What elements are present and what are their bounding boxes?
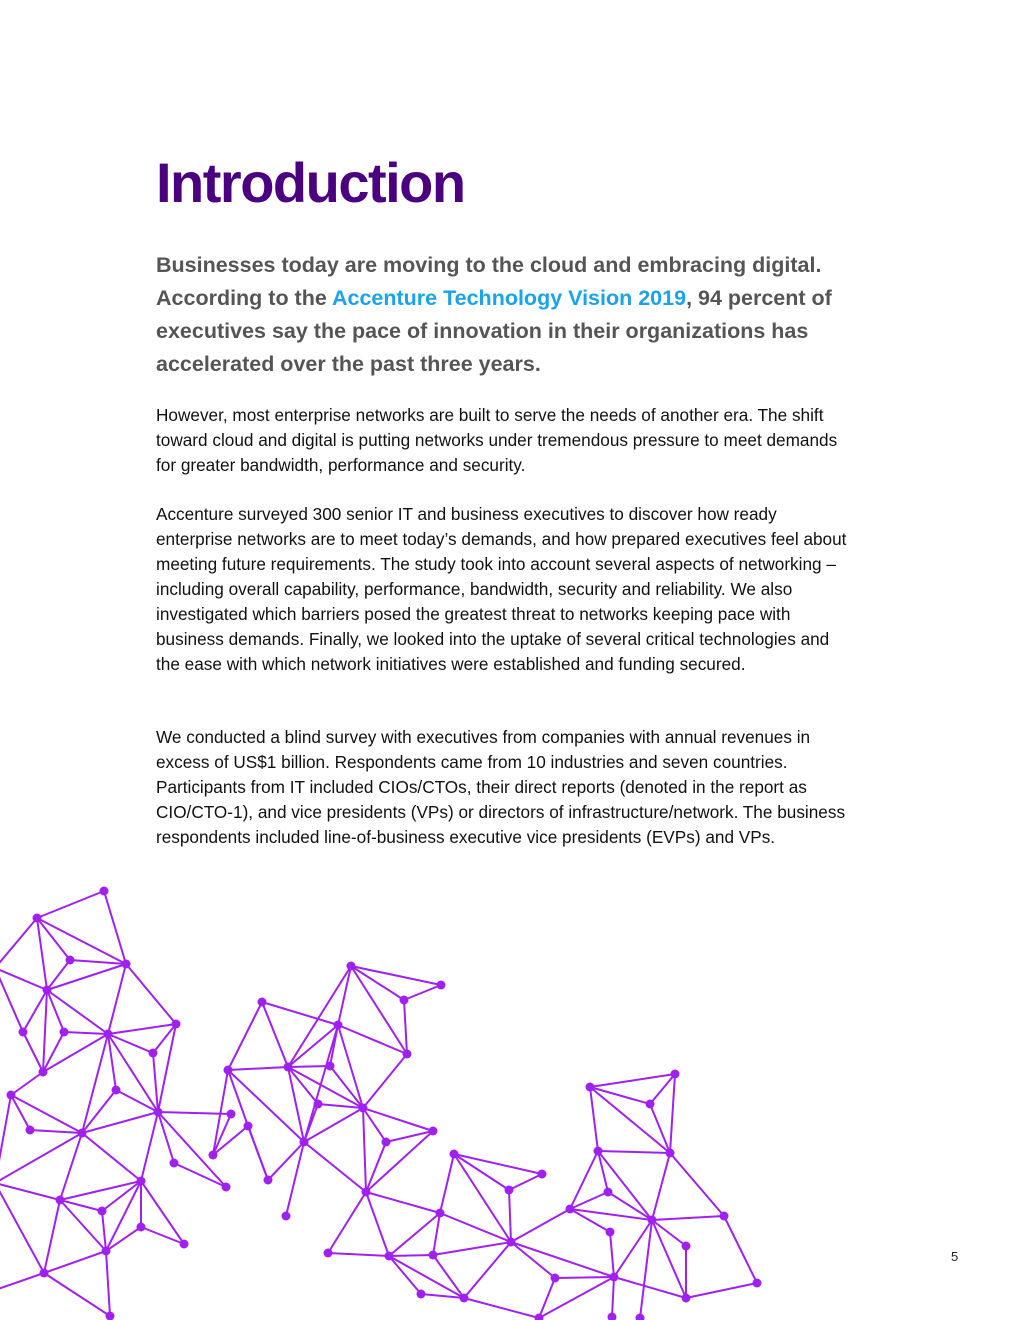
network-edge xyxy=(228,1070,304,1142)
network-node xyxy=(172,1020,181,1029)
network-node xyxy=(98,1207,107,1216)
network-edge xyxy=(44,1251,106,1273)
network-node xyxy=(102,1247,111,1256)
network-edge xyxy=(686,1283,757,1298)
network-node xyxy=(122,960,131,969)
network-edge xyxy=(82,1112,158,1133)
network-node xyxy=(56,1196,65,1205)
network-edge xyxy=(286,1142,304,1216)
network-edge xyxy=(23,990,47,1032)
network-node xyxy=(244,1122,253,1131)
network-edge xyxy=(328,1253,389,1256)
network-edge xyxy=(509,1190,511,1242)
network-edge xyxy=(363,1108,386,1142)
lead-text-start: Businesses today are moving to the cloud and embracing digital. According to the xyxy=(156,253,822,310)
network-node xyxy=(450,1150,459,1159)
network-node xyxy=(460,1294,469,1303)
network-node xyxy=(112,1086,121,1095)
network-edge xyxy=(174,1163,226,1187)
network-node xyxy=(382,1138,391,1147)
network-node xyxy=(403,1050,412,1059)
network-edge xyxy=(126,964,176,1024)
network-node xyxy=(104,1030,113,1039)
network-edge xyxy=(0,1273,44,1290)
network-node xyxy=(137,1223,146,1232)
network-edge xyxy=(670,1153,724,1216)
network-edge xyxy=(82,1133,141,1181)
network-edge xyxy=(440,1213,511,1242)
network-node xyxy=(437,981,446,990)
network-edge xyxy=(366,1131,433,1192)
network-node xyxy=(19,1028,28,1037)
network-node xyxy=(436,1209,445,1218)
network-node xyxy=(671,1070,680,1079)
network-node xyxy=(507,1238,516,1247)
network-node xyxy=(39,1068,48,1077)
network-edge xyxy=(433,1255,464,1298)
network-node xyxy=(282,1212,291,1221)
technology-vision-link[interactable]: Accenture Technology Vision 2019 xyxy=(331,286,687,310)
network-node xyxy=(606,1228,615,1237)
network-edge xyxy=(454,1154,542,1174)
network-edge xyxy=(511,1209,570,1242)
network-edge xyxy=(440,1154,454,1213)
network-edge xyxy=(433,1242,511,1255)
network-edge xyxy=(509,1174,542,1190)
network-node xyxy=(347,962,356,971)
network-edge xyxy=(511,1242,614,1277)
network-edge xyxy=(404,985,441,1000)
network-edge xyxy=(650,1074,675,1104)
network-edge xyxy=(570,1192,608,1209)
network-node xyxy=(43,986,52,995)
network-node xyxy=(227,1110,236,1119)
network-edge xyxy=(539,1278,555,1318)
network-edge xyxy=(30,1130,82,1133)
network-edge xyxy=(213,1070,228,1155)
network-edge xyxy=(328,1192,366,1253)
network-node xyxy=(359,1104,368,1113)
network-edge xyxy=(570,1209,652,1220)
network-edge xyxy=(454,1154,511,1242)
network-edge xyxy=(37,891,104,918)
network-edge xyxy=(0,1183,44,1273)
network-edge xyxy=(23,1032,43,1072)
network-node xyxy=(551,1274,560,1283)
network-node xyxy=(429,1251,438,1260)
network-edge xyxy=(288,1066,330,1067)
network-node xyxy=(170,1159,179,1168)
network-node xyxy=(566,1205,575,1214)
network-node xyxy=(222,1183,231,1192)
body-paragraph-1: However, most enterprise networks are built to serve the needs of another era. The shift toward cloud and digital is putting networks under tremendous pressure to meet demands for greater bandwidth, performance and security. xyxy=(156,405,838,475)
network-edge xyxy=(614,1277,686,1298)
network-edge xyxy=(108,1034,116,1090)
network-node xyxy=(334,1021,343,1030)
network-node xyxy=(258,998,267,1007)
network-node xyxy=(604,1188,613,1197)
network-edge xyxy=(11,1072,43,1095)
network-node xyxy=(78,1129,87,1138)
network-edge xyxy=(37,918,126,964)
network-edge xyxy=(108,1034,158,1112)
network-edge xyxy=(44,1200,60,1273)
network-node xyxy=(284,1063,293,1072)
network-edge xyxy=(590,1087,598,1151)
network-edge xyxy=(366,1192,389,1256)
network-node xyxy=(362,1188,371,1197)
network-edge xyxy=(610,1232,614,1277)
network-edge xyxy=(389,1255,433,1256)
network-edge xyxy=(590,1087,670,1153)
network-edge xyxy=(590,1074,675,1087)
network-edge xyxy=(64,1032,108,1034)
network-node xyxy=(720,1212,729,1221)
network-edge xyxy=(724,1216,757,1283)
network-node xyxy=(324,1249,333,1258)
network-edge xyxy=(330,1066,363,1108)
network-edge xyxy=(539,1277,614,1318)
network-node xyxy=(417,1290,426,1299)
network-edge xyxy=(0,918,37,968)
body-paragraph-3: We conducted a blind survey with executives from companies with annual revenues in excess of US$1 billion. Respondents came from 10 industries and seven countries. Participants from IT included CIOs/CTOs, their direct reports (denoted in the report as CIO/CTO-1), and vice presidents (VPs) or directors of infrastructure/network. The business respondents included line-of-business executive vice presidents (EVPs) and VPs. xyxy=(156,727,846,847)
network-edge xyxy=(670,1074,675,1153)
network-node xyxy=(400,996,409,1005)
network-node xyxy=(60,1028,69,1037)
network-edge xyxy=(363,1054,407,1108)
network-node xyxy=(209,1151,218,1160)
network-edge xyxy=(464,1242,511,1298)
network-edge xyxy=(108,1024,176,1034)
network-node xyxy=(224,1066,233,1075)
network-edge xyxy=(652,1216,724,1220)
network-node xyxy=(666,1149,675,1158)
network-edge xyxy=(248,1126,268,1180)
network-edge xyxy=(102,1211,106,1251)
network-node xyxy=(26,1126,35,1135)
network-node xyxy=(429,1127,438,1136)
network-edge xyxy=(108,964,126,1034)
network-node xyxy=(149,1049,158,1058)
network-node xyxy=(180,1240,189,1249)
network-node xyxy=(66,956,75,965)
network-edge xyxy=(389,1256,421,1294)
lead-text-end: , 94 percent of executives say the pace of innovation in their organizations has accelerated over the past three years. xyxy=(156,286,832,376)
body-paragraph-2: Accenture surveyed 300 senior IT and business executives to discover how ready enterprise networks are to meet today’s demands, and how prepared executives feel about meeting future requirements. The study took into account several aspects of networking – including overall capability, performance, bandwidth, security and reliability. We also investigated which barriers posed the greatest threat to networks keeping pace with business demands. Finally, we looked into the uptake of several critical technologies and the ease with which network initiatives were established and funding secured. xyxy=(156,504,847,674)
network-edge xyxy=(262,1002,288,1067)
network-edge xyxy=(366,1192,440,1213)
network-node xyxy=(40,1269,49,1278)
network-edge xyxy=(464,1298,539,1318)
network-edge xyxy=(43,990,47,1072)
page-title: Introduction xyxy=(156,151,465,214)
network-edge xyxy=(555,1277,614,1278)
network-node xyxy=(682,1242,691,1251)
network-node xyxy=(100,887,109,896)
network-node xyxy=(648,1216,657,1225)
network-edge xyxy=(612,1277,614,1317)
network-node xyxy=(314,1100,323,1109)
network-edge xyxy=(228,1067,288,1070)
network-edge xyxy=(228,1002,262,1070)
network-node xyxy=(385,1252,394,1261)
network-edge xyxy=(288,966,351,1067)
network-edge xyxy=(47,964,126,990)
network-edge xyxy=(0,1183,60,1200)
network-node xyxy=(505,1186,514,1195)
network-edge xyxy=(511,1242,555,1278)
network-edge xyxy=(153,1053,158,1112)
network-edge xyxy=(0,1095,11,1183)
network-node xyxy=(137,1177,146,1186)
network-edge xyxy=(389,1213,440,1256)
network-node xyxy=(586,1083,595,1092)
network-node xyxy=(753,1279,762,1288)
network-edge xyxy=(404,1000,407,1054)
network-node xyxy=(594,1147,603,1156)
network-node xyxy=(646,1100,655,1109)
network-edge xyxy=(389,1256,464,1298)
network-edge xyxy=(0,968,47,990)
network-edge xyxy=(104,891,126,964)
network-node xyxy=(7,1091,16,1100)
network-edge xyxy=(652,1220,686,1298)
network-node xyxy=(154,1108,163,1117)
network-edge xyxy=(0,1133,82,1183)
network-edge xyxy=(351,966,407,1054)
network-edge xyxy=(363,1108,366,1192)
network-edge xyxy=(106,1251,110,1316)
network-node xyxy=(326,1062,335,1071)
network-node xyxy=(538,1170,547,1179)
network-edge xyxy=(570,1151,598,1209)
network-node xyxy=(264,1176,273,1185)
lead-paragraph xyxy=(156,249,876,381)
page-number: 5 xyxy=(951,1249,959,1264)
network-node xyxy=(33,914,42,923)
network-edge xyxy=(652,1153,670,1220)
network-node xyxy=(610,1273,619,1282)
network-node xyxy=(608,1313,617,1320)
network-edge xyxy=(598,1151,670,1153)
network-edge xyxy=(158,1024,176,1112)
network-node xyxy=(682,1294,691,1303)
network-edge xyxy=(366,1142,386,1192)
network-node xyxy=(636,1314,645,1320)
network-edge xyxy=(141,1112,158,1181)
network-node xyxy=(535,1314,544,1320)
network-edge xyxy=(44,1273,110,1316)
network-edge xyxy=(363,1108,433,1131)
network-edge xyxy=(106,1181,141,1251)
network-node xyxy=(300,1138,309,1147)
network-edge xyxy=(304,1142,366,1192)
